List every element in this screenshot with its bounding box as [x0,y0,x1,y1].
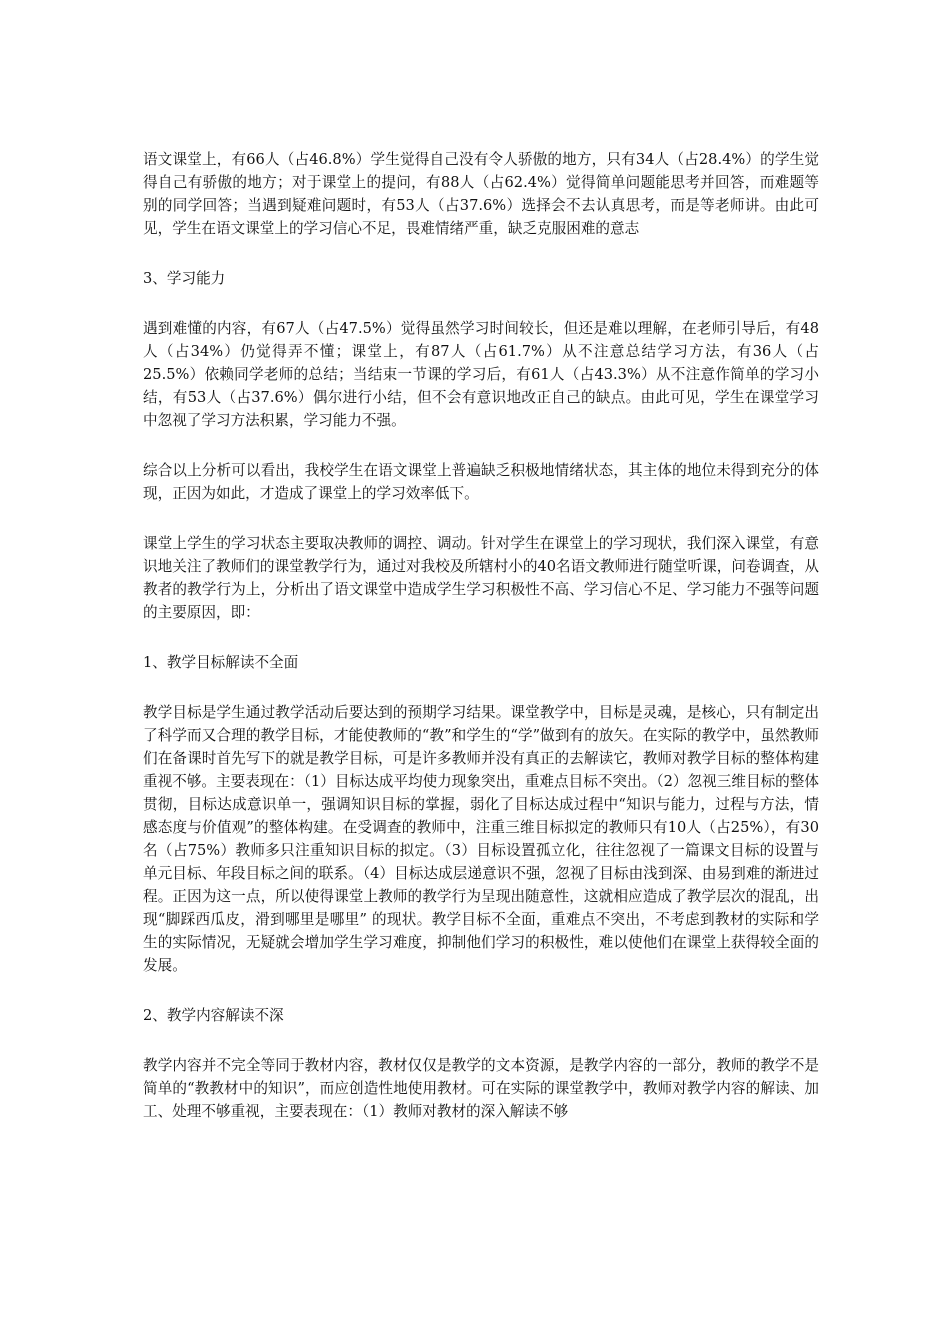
paragraph-teaching-goals: 教学目标是学生通过教学活动后要达到的预期学习结果。课堂教学中，目标是灵魂，是核心，只有制定出了科学而又合理的教学目标，才能使教师的“教”和学生的“学”做到有的放矢。在实际的教学中，虽然教师们在备课时首先写下的就是教学目标，可是许多教师并没有真正的去解读它，教师对教学目标的整体构建重视不够。主要表现在：（1）目标达成平均使力现象突出，重难点目标不突出。（2）忽视三维目标的整体贯彻，目标达成意识单一，强调知识目标的掌握，弱化了目标达成过程中“知识与能力，过程与方法，情感态度与价值观”的整体构建。在受调查的教师中，注重三维目标拟定的教师只有10人（占25%），有30名（占75%）教师多只注重知识目标的拟定。（3）目标设置孤立化，往往忽视了一篇课文目标的设置与单元目标、年段目标之间的联系。（4）目标达成层递意识不强，忽视了目标由浅到深、由易到难的渐进过程。正因为这一点，所以使得课堂上教师的教学行为呈现出随意性，这就相应造成了教学层次的混乱，出现“脚踩西瓜皮，滑到哪里是哪里” 的现状。教学目标不全面，重难点不突出，不考虑到教材的实际和学生的实际情况，无疑就会增加学生学习难度，抑制他们学习的积极性，难以使他们在课堂上获得较全面的发展。 [143,704,819,974]
paragraph-teaching-content: 教学内容并不完全等同于教材内容，教材仅仅是教学的文本资源，是教学内容的一部分，教师的教学不是简单的“教教材中的知识”，而应创造性地使用教材。可在实际的课堂教学中，教师对教学内容的解读、加工、处理不够重视，主要表现在：（1）教师对教材的深入解读不够 [143,1057,819,1120]
paragraph-learning-ability: 遇到难懂的内容，有67人（占47.5%）觉得虽然学习时间较长，但还是难以理解，在老师引导后，有48人（占34%）仍觉得弄不懂；课堂上，有87人（占61.7%）从不注意总结学习方法，有36人（占25.5%）依赖同学老师的总结；当结束一节课的学习后，有61人（占43.3%）从不注意作简单的学习小结，有53人（占37.6%）偶尔进行小结，但不会有意识地改正自己的缺点。由此可见，学生在课堂学习中忽视了学习方法积累，学习能力不强。 [143,320,819,429]
section-heading-learning-ability: 3、学习能力 [143,270,226,287]
paragraph-survey-confidence: 语文课堂上，有66人（占46.8%）学生觉得自己没有令人骄傲的地方，只有34人（占28.4%）的学生觉得自己有骄傲的地方；对于课堂上的提问，有88人（占62.4%）觉得简单问题能思考并回答，而难题等别的同学回答；当遇到疑难问题时，有53人（占37.6%）选择会不去认真思考，而是等老师讲。由此可见，学生在语文课堂上的学习信心不足，畏难情绪严重，缺乏克服困难的意志 [143,151,819,237]
section-heading-teaching-goals: 1、教学目标解读不全面 [143,654,299,671]
paragraph-teacher-survey: 课堂上学生的学习状态主要取决教师的调控、调动。针对学生在课堂上的学习现状，我们深入课堂，有意识地关注了教师们的课堂教学行为，通过对我校及所辖村小的40名语文教师进行随堂听课，问卷调查，从教者的教学行为上，分析出了语文课堂中造成学生学习积极性不高、学习信心不足、学习能力不强等问题的主要原因，即： [143,535,819,621]
paragraph-summary: 综合以上分析可以看出，我校学生在语文课堂上普遍缺乏积极地情绪状态，其主体的地位未得到充分的体现，正因为如此，才造成了课堂上的学习效率低下。 [143,462,819,502]
document-body [143,148,819,1150]
section-heading-teaching-content: 2、教学内容解读不深 [143,1007,284,1024]
